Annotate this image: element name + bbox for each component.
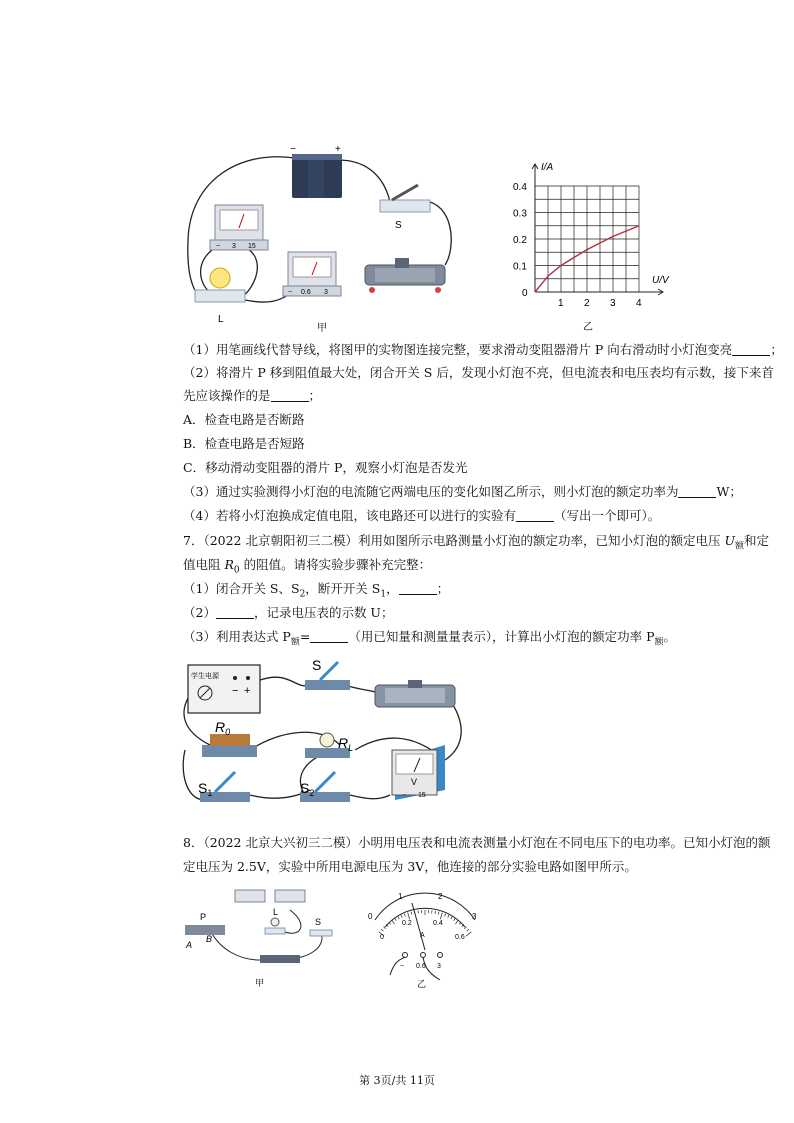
q6-line-3: 先应该操作的是 ；	[183, 388, 322, 403]
dial-tick	[448, 915, 449, 918]
battery-plus-label: +	[335, 144, 341, 155]
dial-tick	[451, 916, 452, 919]
dial-tick	[438, 912, 439, 915]
fig3-label-s: S	[315, 917, 322, 927]
answer-blank-5[interactable]	[399, 582, 437, 595]
switch-s2-label: $S_2$	[300, 780, 315, 798]
answer-blank-4[interactable]	[516, 509, 554, 522]
dial-tick	[411, 912, 412, 915]
dial-bottom-04: 0.4	[433, 920, 443, 927]
dial-term-minus: −	[400, 963, 405, 970]
dial-caption-yi: 乙	[417, 979, 427, 989]
graph-ticks	[513, 182, 642, 309]
graph-caption-yi: 乙	[583, 322, 593, 333]
dial-bottom-06: 0.6	[455, 934, 465, 941]
x-axis	[535, 289, 663, 295]
x-tick-label: 3	[610, 298, 616, 309]
graph-grid	[535, 186, 639, 292]
bulb-l	[195, 268, 245, 302]
graph-axes	[532, 164, 663, 295]
q6-option-a: A．检查电路是否断路	[183, 412, 305, 427]
graph-origin: 0	[522, 288, 528, 299]
q6-option-b: B．检查电路是否短路	[183, 436, 305, 451]
x-tick-label: 2	[584, 298, 590, 309]
dial-bottom-02: 0.2	[402, 920, 412, 927]
dial-tick	[404, 914, 405, 917]
answer-blank-1[interactable]	[732, 343, 770, 356]
y-tick-label: 0.2	[513, 235, 527, 246]
lamp-rl-label: $R_L$	[338, 735, 354, 753]
graph-xlabel: U/V	[652, 275, 669, 286]
dial-tick	[408, 913, 410, 920]
ammeter-dial-yi	[360, 885, 485, 990]
caption-jia-1: 甲	[317, 323, 327, 334]
answer-blank-3[interactable]	[678, 485, 716, 498]
fig3-label-b: B	[206, 934, 213, 944]
voltmeter-q7-minus: −	[402, 792, 407, 799]
dial-tick	[445, 914, 446, 917]
rheostat	[365, 258, 445, 293]
answer-blank-7[interactable]	[310, 630, 348, 643]
dial-tick	[435, 911, 436, 914]
voltmeter-tick-minus: −	[216, 243, 221, 250]
y-tick-label: 0.1	[513, 261, 527, 273]
dial-top-2: 2	[438, 892, 443, 901]
resistor-r0	[202, 734, 257, 757]
circuit-figure-q8-jia	[180, 880, 350, 990]
ammeter-tick-06: 0.6	[301, 289, 311, 296]
dial-tick	[401, 915, 402, 918]
y-tick-label: 0.3	[513, 208, 527, 220]
switch-s1-label: $S_1$	[198, 780, 213, 798]
q7-line-1: 7．（2022 北京朝阳初三二模）利用如图所示电路测量小灯泡的额定功率，已知小灯泡的额定电压 $U_额$和定	[183, 533, 770, 552]
dial-bottom-0: 0	[380, 934, 384, 941]
circuit-figure-q7	[180, 650, 470, 810]
answer-blank-6[interactable]	[216, 606, 254, 619]
y-axis	[532, 164, 538, 292]
q6-line-2: （2）将滑片 P 移到阻值最大处，闭合开关 S 后，发现小灯泡不亮，但电流表和电压表均有示数，接下来首	[183, 365, 774, 380]
page-number: 第 3页/共 11页	[359, 1074, 435, 1087]
q7-line-2: 值电阻 $R_0$ 的阻值。请将实验步骤补充完整：	[183, 557, 432, 576]
q8-line-1: 8．（2022 北京大兴初三二模）小明用电压表和电流表测量小灯泡在不同电压下的电功率。已知小灯泡的额	[183, 835, 771, 850]
dial-tick	[395, 918, 397, 921]
q6-option-c: C．移动滑动变阻器的滑片 P，观察小灯泡是否发光	[183, 460, 468, 475]
fig3-caption-jia: 甲	[255, 978, 265, 988]
battery-pack	[292, 154, 342, 198]
switch-s-q7-label: S	[312, 657, 322, 673]
dial-term-3: 3	[437, 963, 441, 970]
x-tick-label: 1	[558, 298, 564, 309]
dial-top-1: 1	[398, 892, 403, 901]
ammeter-tick-minus: −	[288, 289, 293, 296]
switch-s	[380, 185, 430, 212]
dial-tick	[454, 918, 456, 921]
voltmeter-q7-15: 15	[418, 792, 426, 799]
dial-term-06: 0.6	[416, 963, 426, 970]
graph-ylabel: I/A	[541, 162, 554, 173]
bulb-l-label: L	[218, 314, 224, 325]
q6-line-3b: （3）通过实验测得小灯泡的电流随它两端电压的变化如图乙所示，则小灯泡的额定功率为 W；	[183, 484, 742, 499]
switch-s-label: S	[395, 220, 402, 231]
dial-tick	[466, 932, 471, 936]
dial-top-3: 3	[472, 912, 477, 921]
voltmeter-q7-v: V	[411, 777, 418, 787]
fig3-label-l: L	[273, 907, 279, 917]
voltmeter-tick-3: 3	[232, 243, 236, 250]
y-tick-label: 0.4	[513, 182, 527, 193]
dial-tick	[440, 913, 442, 920]
battery-minus-label: −	[290, 144, 296, 155]
dial-tick	[392, 920, 395, 924]
resistor-r0-label: $R_0$	[215, 719, 231, 737]
rheostat-q7	[375, 680, 455, 707]
ammeter-tick-3: 3	[324, 289, 328, 296]
dial-unit-a: A	[420, 932, 425, 939]
q8-line-2: 定电压为 2.5V，实验中所用电源电压为 3V，他连接的部分实验电路如图甲所示。	[183, 859, 637, 874]
dial-tick	[381, 929, 383, 931]
q7-step-2: （2） ，记录电压表的示数 U；	[183, 605, 394, 620]
circuit-figure-jia	[180, 140, 470, 340]
q7-step-3: （3）利用表达式 $P_额=$ （用已知量和测量量表示），计算出小灯泡的额定功率 $P_额$。	[183, 629, 677, 648]
dial-tick	[467, 929, 469, 931]
power-supply-label: 学生电源	[191, 673, 219, 680]
answer-blank-2[interactable]	[271, 389, 309, 402]
power-supply-plus: +	[244, 685, 251, 697]
fig3-label-p: P	[200, 912, 207, 922]
power-supply-minus: −	[232, 685, 239, 697]
dial-tick	[455, 920, 458, 924]
dial-tick	[398, 916, 399, 919]
q6-line-1: （1）用笔画线代替导线，将图甲的实物图连接完整，要求滑动变阻器滑片 P 向右滑动时小灯泡变亮 ；	[183, 342, 783, 357]
iu-graph	[505, 158, 680, 338]
dial-top-0: 0	[368, 912, 373, 921]
voltmeter-tick-15: 15	[248, 243, 256, 250]
q6-line-4: （4）若将小灯泡换成定值电阻，该电路还可以进行的实验有 （写出一个即可）。	[183, 508, 661, 523]
fig3-label-a: A	[186, 940, 193, 950]
q7-step-1: （1）闭合开关 S、$S_2$，断开开关 $S_1$， ；	[183, 581, 450, 600]
x-tick-label: 4	[636, 298, 642, 309]
